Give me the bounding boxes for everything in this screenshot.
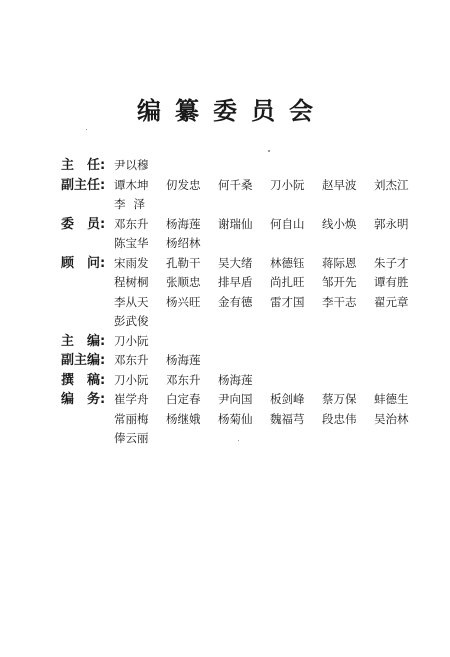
member-name: 谢瑞仙 [218,216,253,231]
role-label [61,390,114,410]
member-name: 邓东升 [166,372,201,387]
member-name: 邓东升 [114,353,149,367]
role-label-head: 主 [61,333,88,349]
member-name: 孔勒干 [166,255,201,270]
roster-section [61,215,436,254]
page-title: 编纂委员会 [137,96,327,125]
member-name: 尹以穆 [114,158,149,172]
member-name: 蔡万保 [322,392,357,406]
role-colon: : [100,372,106,388]
member-name: 邹开先 [322,275,357,289]
role-label [61,371,114,391]
member-name: 李从天 [114,294,149,309]
roster-section [61,371,436,391]
committee-roster [61,156,436,449]
role-colon: : [100,216,106,232]
role-label-head: 副主任 [61,177,101,193]
role-label [61,176,114,196]
member-name: 李干志 [322,294,357,309]
member-name: 崔学舟 [114,392,149,406]
role-label-tail: 员 [87,216,101,232]
member-name: 宋雨发 [114,255,149,270]
member-name: 吴治林 [374,411,409,426]
member-name: 谭有胜 [374,275,409,289]
role-label [61,332,114,352]
member-name: 翟元章 [374,294,409,309]
member-name: 何自山 [270,216,305,231]
member-name: 谭木坤 [114,177,149,192]
member-list [114,390,426,449]
member-name: 杨海莲 [166,216,201,231]
member-name: 彭武俊 [114,314,149,328]
member-list [114,254,426,332]
member-name: 线小焕 [322,216,357,231]
roster-section [61,390,436,449]
role-colon: : [100,158,106,173]
member-name: 段忠伟 [322,411,357,426]
member-name: 刘杰江 [374,177,409,192]
member-name: 尹向国 [218,392,253,406]
member-name: 刀小阮 [114,333,149,348]
member-name: 陈宝华 [114,236,149,250]
member-name: 朱子才 [374,255,409,270]
member-name: 白定春 [166,392,201,406]
role-label-tail: 编 [87,333,101,349]
roster-section [61,332,436,352]
roster-section [61,176,436,215]
member-name: 蚌德生 [374,392,409,406]
member-name: 杨海莲 [218,372,253,387]
role-label-tail: 稿 [87,372,101,388]
role-colon: : [100,255,106,271]
role-label [61,254,114,274]
role-label-head: 副主编 [61,353,101,368]
member-list [114,371,426,391]
member-list [114,215,426,254]
member-name: 郭永明 [374,216,409,231]
role-label-tail: 问 [87,255,101,271]
member-name: 排早盾 [218,275,253,289]
member-name: 板剑峰 [270,392,305,406]
member-name: 程树桐 [114,275,149,289]
member-list [114,156,426,176]
member-name: 雷才国 [270,294,305,309]
role-label-head: 编 [61,392,88,407]
member-name: 俸云丽 [114,431,149,445]
member-name: 魏福芎 [270,411,305,426]
role-label-head: 主 [61,158,88,173]
role-colon: : [100,353,106,368]
member-name: 尚扎旺 [270,275,305,289]
member-name: 金有德 [218,294,253,309]
roster-section [61,254,436,332]
member-name: 杨绍林 [166,236,201,250]
roster-section [61,351,436,371]
role-label [61,351,114,371]
member-name: 杨继娥 [166,411,201,426]
role-colon: : [100,333,106,349]
role-label [61,156,114,176]
role-label-head: 委 [61,216,88,232]
role-colon: : [100,177,106,193]
member-name: 吴大绪 [218,255,253,270]
member-name: 张顺忠 [166,275,201,289]
role-label-tail: 任 [87,158,101,173]
role-label-head: 撰 [61,372,88,388]
role-colon: : [100,392,106,407]
member-name: 常丽梅 [114,411,149,426]
role-label-head: 顾 [61,255,88,271]
member-name: 杨菊仙 [218,411,253,426]
member-name: 仞发忠 [166,177,201,192]
member-name: 刀小阮 [270,177,305,192]
member-name: 杨海莲 [166,353,201,367]
member-name: 邓东升 [114,216,149,231]
roster-section [61,156,436,176]
member-name: 李泽 [114,197,153,211]
member-name: 刀小阮 [114,372,149,387]
member-name: 蒋际恩 [322,255,357,270]
member-list [114,332,426,352]
role-label [61,215,114,235]
member-name: 赵早波 [322,177,357,192]
member-name: 林德钰 [270,255,305,270]
role-label-tail: 务 [87,392,101,407]
member-list [114,176,426,215]
member-name: 何千桑 [218,177,253,192]
member-name: 杨兴旺 [166,294,201,309]
member-list [114,351,426,371]
